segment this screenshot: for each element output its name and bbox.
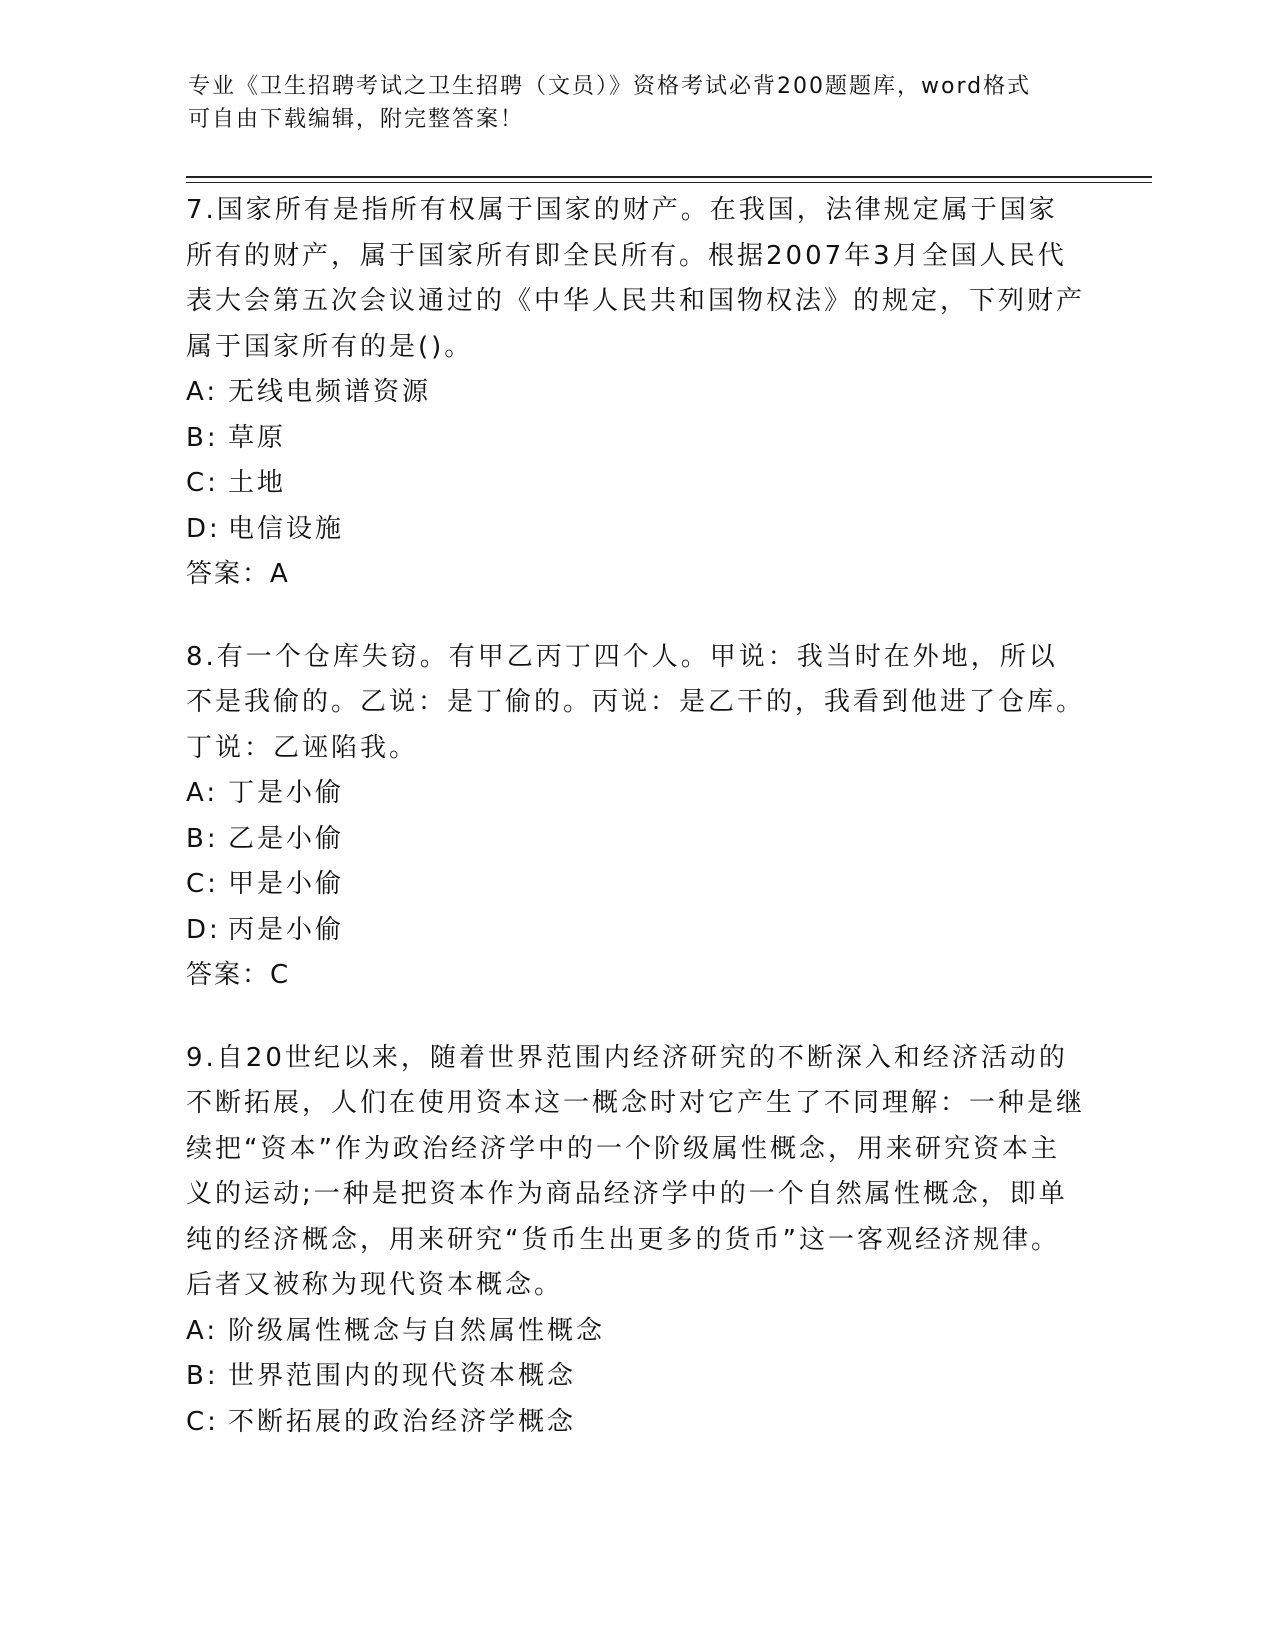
option-b xyxy=(186,416,1086,462)
option-c xyxy=(186,862,1086,908)
option-text: 土地 xyxy=(228,468,287,498)
question-stem: 7.国家所有是指所有权属于国家的财产。在我国，法律规定属于国家所有的财产，属于国家所有即全民所有。根据2007年3月全国人民代表大会第五次会议通过的《中华人民共和国物权法》的规定，下列财产属于国家所有的是()。 xyxy=(186,195,1086,362)
header-line-2: 可自由下载编辑，附完整答案！ xyxy=(188,107,525,132)
option-text: 丙是小偷 xyxy=(228,914,345,945)
option-label: C: xyxy=(186,1406,219,1437)
document-header xyxy=(188,70,1088,136)
option-text: 阶级属性概念与自然属性概念 xyxy=(228,1315,606,1346)
option-b xyxy=(186,817,1086,863)
option-text: 乙是小偷 xyxy=(228,823,345,854)
option-a xyxy=(186,1309,1086,1355)
option-label: D: xyxy=(186,914,221,945)
question-stem: 8.有一个仓库失窃。有甲乙丙丁四个人。甲说：我当时在外地，所以不是我偷的。乙说：是丁偷的。丙说：是乙干的，我看到他进了仓库。丁说：乙诬陷我。 xyxy=(186,641,1086,763)
option-label: C: xyxy=(186,869,219,899)
option-c xyxy=(186,461,1086,507)
question-7 xyxy=(186,188,1086,598)
option-label: B: xyxy=(186,823,219,854)
option-text: 无线电频谱资源 xyxy=(228,377,432,407)
option-label: C: xyxy=(186,468,219,498)
option-text: 草原 xyxy=(228,422,287,453)
header-divider-thin xyxy=(186,182,1152,183)
answer-line: 答案：C xyxy=(186,960,291,990)
option-text: 不断拓展的政治经济学概念 xyxy=(228,1406,577,1437)
option-b xyxy=(186,1354,1086,1400)
option-d xyxy=(186,908,1086,954)
header-line-1: 专业《卫生招聘考试之卫生招聘（文员）》资格考试必背200题题库，word格式 xyxy=(188,74,1032,99)
option-text: 丁是小偷 xyxy=(228,778,345,808)
question-9 xyxy=(186,1036,1086,1446)
option-a xyxy=(186,771,1086,817)
option-label: D: xyxy=(186,513,221,544)
option-text: 世界范围内的现代资本概念 xyxy=(228,1361,577,1391)
answer-line: 答案：A xyxy=(186,559,290,589)
option-a xyxy=(186,370,1086,416)
option-d xyxy=(186,507,1086,553)
option-label: A: xyxy=(186,1315,219,1346)
question-list xyxy=(186,188,1086,1482)
header-divider-thick xyxy=(186,176,1152,178)
option-label: B: xyxy=(186,422,219,453)
option-text: 电信设施 xyxy=(228,513,345,544)
option-label: A: xyxy=(186,377,219,407)
option-label: A: xyxy=(186,778,219,808)
question-8 xyxy=(186,635,1086,999)
option-c xyxy=(186,1400,1086,1446)
option-label: B: xyxy=(186,1361,219,1391)
option-text: 甲是小偷 xyxy=(228,869,345,899)
question-stem: 9.自20世纪以来，随着世界范围内经济研究的不断深入和经济活动的不断拓展，人们在使用资本这一概念时对它产生了不同理解：一种是继续把“资本”作为政治经济学中的一个阶级属性概念，用来研究资本主义的运动;一种是把资本作为商品经济学中的一个自然属性概念，即单纯的经济概念，用来研究“货币生出更多的货币”这一客观经济规律。后者又被称为现代资本概念。 xyxy=(186,1042,1086,1300)
